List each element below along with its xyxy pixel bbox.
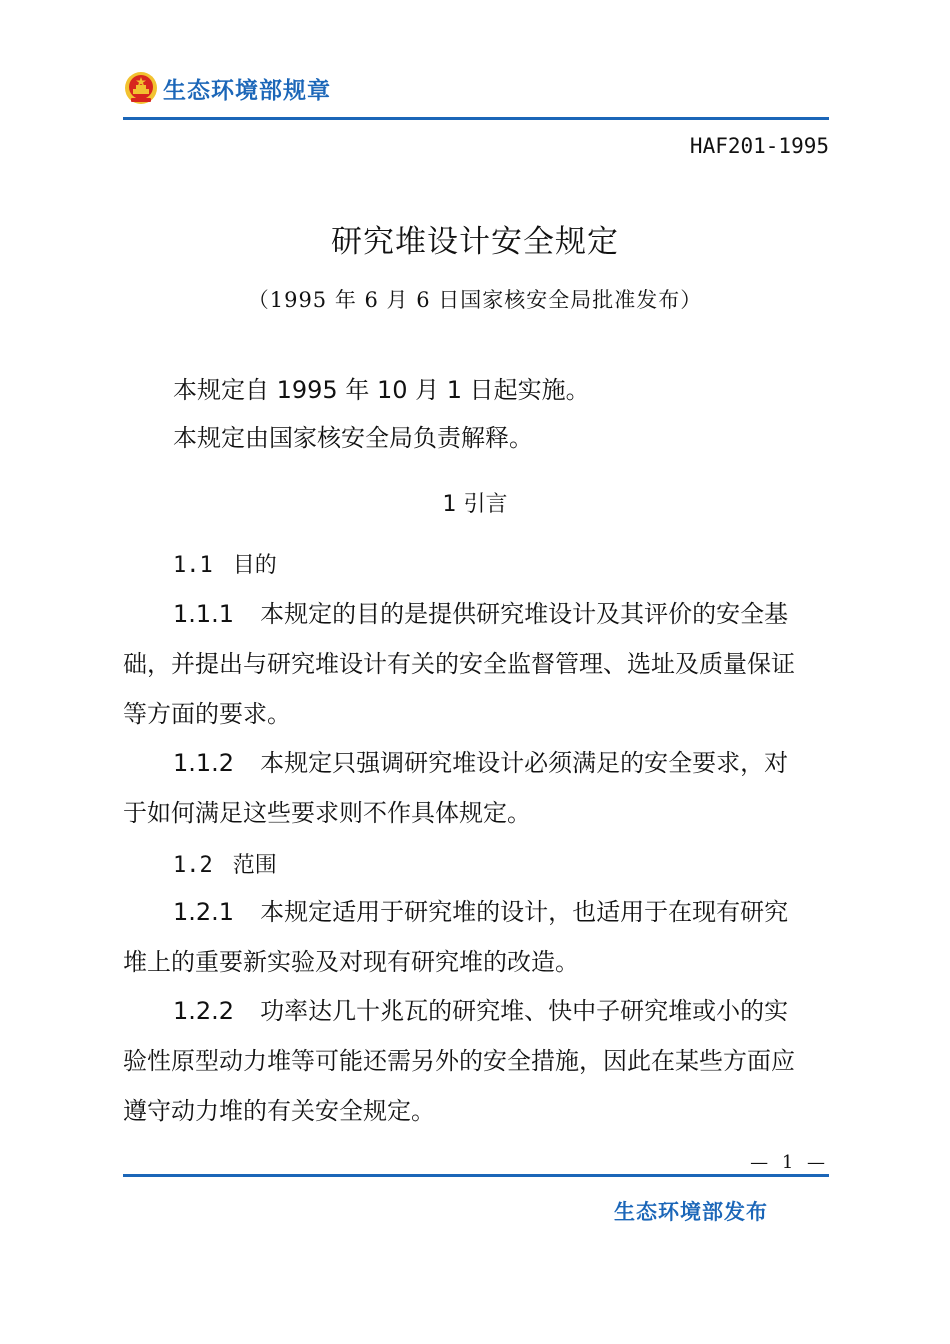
- paragraph-1-1-2: [123, 738, 829, 838]
- subsection-number: 1.2: [173, 853, 213, 878]
- paragraph-number: 1.1.2: [173, 749, 235, 777]
- subsection-title: 目的: [232, 553, 277, 578]
- subsection-heading-scope: [173, 848, 277, 879]
- subsection-heading-purpose: [173, 548, 277, 579]
- paragraph-text: 功率达几十兆瓦的研究堆、快中子研究堆或小的实: [260, 997, 789, 1025]
- paragraph-line: [123, 986, 829, 1036]
- paragraph-number: 1.2.1: [173, 898, 235, 926]
- footer-divider: [123, 1174, 829, 1177]
- paragraph-line: 于如何满足这些要求则不作具体规定。: [123, 799, 531, 827]
- subsection-title: 范围: [232, 853, 277, 878]
- paragraph-line: [123, 738, 829, 788]
- paragraph-line: 遵守动力堆的有关安全规定。: [123, 1097, 435, 1125]
- effective-date-text: 本规定自 1995 年 10 月 1 日起实施。: [173, 376, 590, 404]
- subsection-number: 1.1: [173, 553, 213, 578]
- paragraph-1-2-1: [123, 887, 829, 987]
- paragraph-1-1-1: [123, 589, 829, 739]
- paragraph-line: 堆上的重要新实验及对现有研究堆的改造。: [123, 948, 579, 976]
- section-heading-introduction: 1 引言: [442, 492, 508, 517]
- footer-publisher: 生态环境部发布: [614, 1200, 768, 1224]
- document-code: HAF201-1995: [689, 134, 829, 158]
- paragraph-line: [123, 589, 829, 639]
- header-divider: [123, 117, 829, 120]
- paragraph-text: 本规定只强调研究堆设计必须满足的安全要求，对: [260, 749, 789, 777]
- document-title: 研究堆设计安全规定: [331, 224, 619, 260]
- paragraph-line: 等方面的要求。: [123, 700, 291, 728]
- paragraph-line: 础，并提出与研究堆设计有关的安全监督管理、选址及质量保证: [123, 650, 795, 678]
- interpretation-text: 本规定由国家核安全局负责解释。: [173, 424, 533, 452]
- document-subtitle: （1995 年 6 月 6 日国家核安全局批准发布）: [247, 288, 703, 312]
- paragraph-text: 本规定的目的是提供研究堆设计及其评价的安全基: [260, 600, 789, 628]
- header-title: 生态环境部规章: [163, 77, 331, 104]
- paragraph-text: 本规定适用于研究堆的设计，也适用于在现有研究: [260, 898, 789, 926]
- page-number: — 1 —: [750, 1152, 829, 1173]
- document-header: [123, 66, 331, 110]
- paragraph-number: 1.1.1: [173, 600, 235, 628]
- national-emblem-icon: [123, 70, 159, 106]
- paragraph-1-2-2: [123, 986, 829, 1136]
- paragraph-line: 验性原型动力堆等可能还需另外的安全措施，因此在某些方面应: [123, 1047, 795, 1075]
- paragraph-number: 1.2.2: [173, 997, 235, 1025]
- paragraph-line: [123, 887, 829, 937]
